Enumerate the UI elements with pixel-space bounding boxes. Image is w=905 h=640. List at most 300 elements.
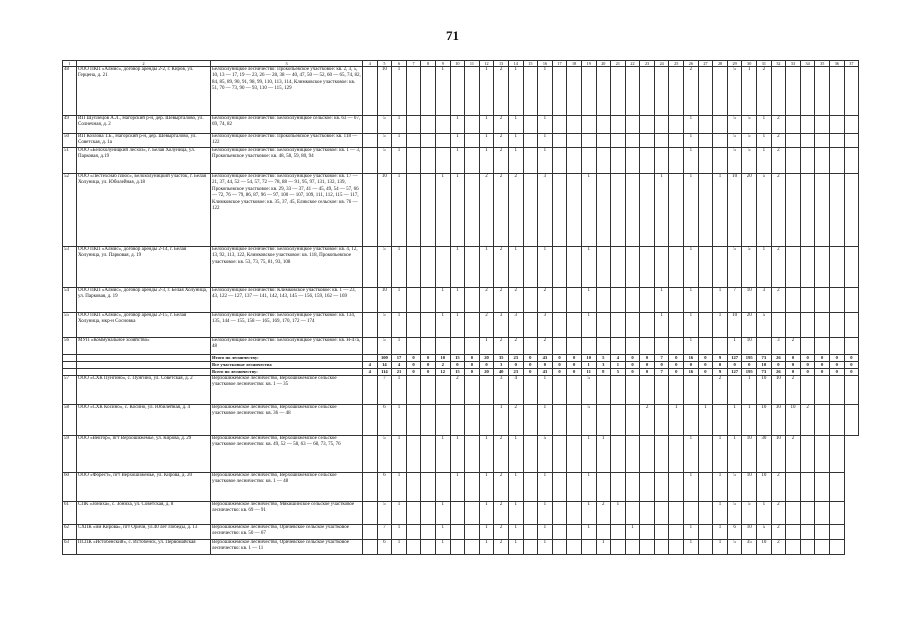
value-cell bbox=[523, 247, 538, 288]
value-cell: 1 bbox=[596, 540, 611, 555]
value-cell bbox=[363, 247, 378, 288]
value-cell bbox=[406, 473, 421, 502]
value-cell bbox=[786, 247, 801, 288]
value-cell bbox=[640, 174, 655, 247]
value-cell: 1 bbox=[450, 174, 465, 247]
value-cell: 5 bbox=[742, 116, 757, 134]
value-cell bbox=[450, 540, 465, 555]
value-cell bbox=[552, 376, 567, 405]
value-cell bbox=[640, 338, 655, 355]
value-cell bbox=[596, 338, 611, 355]
value-cell bbox=[479, 376, 494, 405]
value-cell bbox=[830, 174, 845, 247]
value-cell: 10 bbox=[742, 436, 757, 473]
value-cell: 2 bbox=[494, 525, 509, 540]
total-value: 0 bbox=[727, 362, 742, 369]
column-number: 13 bbox=[494, 61, 509, 67]
value-cell: 1 bbox=[392, 116, 407, 134]
value-cell bbox=[421, 313, 436, 338]
value-cell: 1 bbox=[392, 313, 407, 338]
organization-cell: СХПК «им Кирова», пгт Оричи, ул.40 лет Победы, д. 13 bbox=[77, 525, 211, 540]
total-value: 0 bbox=[421, 369, 436, 376]
value-cell bbox=[815, 502, 830, 525]
value-cell bbox=[786, 525, 801, 540]
value-cell: 1 bbox=[727, 436, 742, 473]
value-cell bbox=[698, 502, 713, 525]
value-cell bbox=[654, 67, 669, 116]
value-cell: 2 bbox=[494, 288, 509, 313]
table-row bbox=[63, 116, 859, 134]
value-cell bbox=[815, 338, 830, 355]
total-value: 73 bbox=[757, 369, 772, 376]
value-cell: 1 bbox=[479, 67, 494, 116]
value-cell: 2 bbox=[494, 116, 509, 134]
value-cell bbox=[815, 67, 830, 116]
value-cell bbox=[421, 338, 436, 355]
value-cell bbox=[654, 540, 669, 555]
value-cell bbox=[815, 174, 830, 247]
value-cell: 1 bbox=[479, 338, 494, 355]
value-cell: 1 bbox=[479, 247, 494, 288]
value-cell bbox=[611, 247, 626, 288]
value-cell: 5 bbox=[377, 116, 392, 134]
value-cell bbox=[625, 288, 640, 313]
value-cell bbox=[567, 540, 582, 555]
value-cell: 1 bbox=[684, 338, 699, 355]
location-cell: Белохолуницкое лесничество: Белохолуницкое участковое: кв. 17 — 21, 37, 44, 52 — 54, 57, 72 — 78, 88 — 91, 95, 97, 131, 132, 139, Прокопьевское участковое: кв. 29, 33 — 37, 41 — 45, 49, 54 — 57, 66 — 72, 76 — 79, 86, 87, 96 — 97, 100 — 107, 109, 111, 112, 115 — 117, Климковское участковое: кв. 35, 37, 45, Еликское сельское: кв. 76 — 122 bbox=[211, 174, 363, 247]
value-cell bbox=[363, 313, 378, 338]
organization-empty bbox=[77, 369, 211, 376]
value-cell: 1 bbox=[392, 134, 407, 148]
value-cell: 1 bbox=[684, 436, 699, 473]
location-cell: Верхошижемское лесничество, Оричевское сельское участковое лесничество: кв. 50 — 67 bbox=[211, 525, 363, 540]
value-cell: 30 bbox=[757, 436, 772, 473]
value-cell: 1 bbox=[479, 116, 494, 134]
value-cell bbox=[552, 473, 567, 502]
value-cell: 1 bbox=[538, 134, 553, 148]
value-cell bbox=[640, 502, 655, 525]
value-cell bbox=[669, 502, 684, 525]
value-cell bbox=[830, 525, 845, 540]
value-cell bbox=[698, 436, 713, 473]
value-cell: 2 bbox=[538, 288, 553, 313]
value-cell: 2 bbox=[684, 67, 699, 116]
row-number: 50 bbox=[63, 134, 77, 148]
value-cell bbox=[567, 288, 582, 313]
value-cell: 5 bbox=[581, 376, 596, 405]
column-number: 1 bbox=[63, 61, 77, 67]
organization-empty bbox=[77, 362, 211, 369]
column-number: 24 bbox=[654, 61, 669, 67]
value-cell: 2 bbox=[479, 313, 494, 338]
total-value: 4 bbox=[363, 369, 378, 376]
value-cell bbox=[625, 313, 640, 338]
table-row bbox=[63, 405, 859, 436]
value-cell: 1 bbox=[450, 473, 465, 502]
column-number: 18 bbox=[567, 61, 582, 67]
totals-row bbox=[63, 355, 859, 362]
column-number: 34 bbox=[800, 61, 815, 67]
total-value: 127 bbox=[727, 369, 742, 376]
value-cell: 1 bbox=[392, 436, 407, 473]
value-cell bbox=[640, 436, 655, 473]
value-cell: 10 bbox=[771, 376, 786, 405]
value-cell bbox=[406, 247, 421, 288]
value-cell bbox=[406, 134, 421, 148]
organization-cell: ООО «СХК Пунгино», с. Пунгино, ул. Советская, д. 2 bbox=[77, 376, 211, 405]
value-cell: 7 bbox=[727, 288, 742, 313]
organization-cell: ООО ПКП «Алмис», договор аренды 2-2, г. Киров, ул. Герцена, д. 21 bbox=[77, 67, 211, 116]
value-cell: 1 bbox=[508, 473, 523, 502]
value-cell: 1 bbox=[508, 134, 523, 148]
value-cell: 6 bbox=[377, 405, 392, 436]
value-cell bbox=[465, 174, 480, 247]
value-cell bbox=[830, 405, 845, 436]
column-number: 15 bbox=[523, 61, 538, 67]
value-cell: 10 bbox=[742, 473, 757, 502]
value-cell: 5 bbox=[581, 405, 596, 436]
total-value: 43 bbox=[538, 355, 553, 362]
value-cell bbox=[421, 174, 436, 247]
value-cell bbox=[786, 288, 801, 313]
value-cell bbox=[363, 436, 378, 473]
total-value: 9 bbox=[713, 369, 728, 376]
value-cell: 1 bbox=[698, 405, 713, 436]
value-cell bbox=[800, 288, 815, 313]
value-cell: 1 bbox=[757, 134, 772, 148]
total-value: 0 bbox=[465, 369, 480, 376]
value-cell: 1 bbox=[742, 376, 757, 405]
total-value: 0 bbox=[800, 355, 815, 362]
value-cell bbox=[465, 405, 480, 436]
value-cell bbox=[625, 148, 640, 174]
value-cell: 5 bbox=[727, 247, 742, 288]
value-cell: 2 bbox=[771, 247, 786, 288]
value-cell bbox=[421, 134, 436, 148]
total-value: 4 bbox=[392, 362, 407, 369]
value-cell bbox=[786, 148, 801, 174]
value-cell bbox=[406, 436, 421, 473]
value-cell bbox=[406, 502, 421, 525]
value-cell bbox=[625, 174, 640, 247]
value-cell: 1 bbox=[508, 540, 523, 555]
value-cell bbox=[625, 540, 640, 555]
value-cell bbox=[523, 288, 538, 313]
value-cell bbox=[786, 67, 801, 116]
value-cell: 1 bbox=[508, 502, 523, 525]
row-number: 58 bbox=[63, 405, 77, 436]
value-cell: 5 bbox=[727, 148, 742, 174]
value-cell bbox=[552, 313, 567, 338]
table-row bbox=[63, 247, 859, 288]
value-cell bbox=[669, 436, 684, 473]
value-cell bbox=[815, 436, 830, 473]
value-cell: 1 bbox=[669, 405, 684, 436]
value-cell bbox=[815, 313, 830, 338]
value-cell: 1 bbox=[494, 405, 509, 436]
value-cell bbox=[363, 525, 378, 540]
value-cell bbox=[830, 376, 845, 405]
total-value: 7 bbox=[654, 355, 669, 362]
value-cell bbox=[844, 288, 859, 313]
value-cell: 1 bbox=[713, 525, 728, 540]
value-cell bbox=[567, 525, 582, 540]
value-cell bbox=[581, 134, 596, 148]
value-cell bbox=[567, 116, 582, 134]
value-cell bbox=[669, 473, 684, 502]
value-cell: 1 bbox=[508, 116, 523, 134]
value-cell bbox=[523, 313, 538, 338]
value-cell bbox=[844, 116, 859, 134]
total-value: 3 bbox=[494, 362, 509, 369]
total-value: 1 bbox=[611, 362, 626, 369]
location-cell: Белохолуницкое лесничество: Белохолуницкое участковое: кв. 4, 12, 13, 92, 113, 122, Климковское участковое: кв. 118, Прокопьевское участковое: кв. 53, 73, 75, 81, 93, 108 bbox=[211, 247, 363, 288]
value-cell: 1 bbox=[508, 436, 523, 473]
value-cell bbox=[465, 313, 480, 338]
value-cell bbox=[363, 540, 378, 555]
location-cell: Белохолуницкое лесничество: Белохолуницкое участковое: кв. 134, 135, 144 — 155, 158 — 165, 169, 170, 172 — 174 bbox=[211, 313, 363, 338]
column-number: 2 bbox=[77, 61, 211, 67]
total-value: 0 bbox=[523, 355, 538, 362]
total-value: 73 bbox=[757, 355, 772, 362]
location-cell: Верхошижемское лесничество, Верхошижемское сельское участковое лесничество: кв. 49, 52 — 58, 63 — 68, 73, 75, 76 bbox=[211, 436, 363, 473]
value-cell bbox=[552, 174, 567, 247]
value-cell bbox=[830, 148, 845, 174]
total-value: 0 bbox=[538, 362, 553, 369]
value-cell: 1 bbox=[538, 540, 553, 555]
value-cell bbox=[421, 473, 436, 502]
value-cell bbox=[465, 525, 480, 540]
column-number: 10 bbox=[450, 61, 465, 67]
total-value: 0 bbox=[640, 369, 655, 376]
value-cell: 5 bbox=[377, 247, 392, 288]
value-cell bbox=[800, 376, 815, 405]
value-cell bbox=[640, 134, 655, 148]
value-cell bbox=[713, 247, 728, 288]
total-value: 2 bbox=[435, 362, 450, 369]
value-cell: 2 bbox=[494, 436, 509, 473]
value-cell bbox=[465, 436, 480, 473]
value-cell bbox=[698, 313, 713, 338]
value-cell bbox=[669, 338, 684, 355]
table-row bbox=[63, 313, 859, 338]
row-number-empty bbox=[63, 362, 77, 369]
value-cell bbox=[800, 67, 815, 116]
value-cell bbox=[435, 338, 450, 355]
value-cell: 30 bbox=[771, 405, 786, 436]
value-cell bbox=[698, 540, 713, 555]
row-number: 51 bbox=[63, 148, 77, 174]
value-cell bbox=[611, 338, 626, 355]
value-cell bbox=[698, 473, 713, 502]
organization-cell: МУП «Коммунальное хозяйство» bbox=[77, 338, 211, 355]
value-cell bbox=[640, 148, 655, 174]
value-cell: 4 bbox=[508, 376, 523, 405]
value-cell bbox=[611, 67, 626, 116]
value-cell: 1 bbox=[654, 288, 669, 313]
value-cell: 10 bbox=[771, 436, 786, 473]
value-cell: 2 bbox=[494, 67, 509, 116]
value-cell: 3 bbox=[538, 313, 553, 338]
value-cell: 1 bbox=[435, 313, 450, 338]
value-cell bbox=[611, 148, 626, 174]
total-value: 9 bbox=[713, 355, 728, 362]
totals-label: Итого по лесничеству: bbox=[211, 355, 363, 362]
value-cell: 5 bbox=[742, 502, 757, 525]
value-cell bbox=[830, 67, 845, 116]
value-cell: 6 bbox=[377, 540, 392, 555]
value-cell: 5 bbox=[757, 525, 772, 540]
value-cell bbox=[406, 540, 421, 555]
value-cell: 1 bbox=[596, 436, 611, 473]
value-cell bbox=[567, 67, 582, 116]
value-cell bbox=[786, 116, 801, 134]
value-cell bbox=[844, 174, 859, 247]
value-cell bbox=[640, 67, 655, 116]
value-cell bbox=[435, 134, 450, 148]
value-cell: 1 bbox=[742, 67, 757, 116]
value-cell: 1 bbox=[757, 247, 772, 288]
value-cell bbox=[523, 540, 538, 555]
value-cell: 1 bbox=[684, 174, 699, 247]
value-cell: 1 bbox=[435, 436, 450, 473]
total-value: 16 bbox=[684, 369, 699, 376]
total-value: 0 bbox=[669, 355, 684, 362]
value-cell bbox=[363, 134, 378, 148]
total-value: 0 bbox=[523, 362, 538, 369]
value-cell: 1 bbox=[450, 247, 465, 288]
total-value: 114 bbox=[377, 369, 392, 376]
total-value: 0 bbox=[815, 362, 830, 369]
total-value: 5 bbox=[596, 355, 611, 362]
value-cell: 35 bbox=[742, 540, 757, 555]
value-cell bbox=[654, 473, 669, 502]
value-cell: 1 bbox=[684, 148, 699, 174]
total-value: 0 bbox=[830, 355, 845, 362]
value-cell bbox=[669, 134, 684, 148]
value-cell bbox=[465, 116, 480, 134]
value-cell: 2 bbox=[494, 540, 509, 555]
value-cell: 1 bbox=[508, 525, 523, 540]
value-cell bbox=[552, 134, 567, 148]
value-cell bbox=[523, 148, 538, 174]
column-number: 22 bbox=[625, 61, 640, 67]
column-number: 23 bbox=[640, 61, 655, 67]
value-cell: 2 bbox=[771, 116, 786, 134]
value-cell bbox=[800, 134, 815, 148]
total-value: 0 bbox=[625, 369, 640, 376]
value-cell bbox=[786, 502, 801, 525]
total-value: 0 bbox=[771, 362, 786, 369]
total-value: 4 bbox=[611, 355, 626, 362]
table-row bbox=[63, 473, 859, 502]
total-value: 23 bbox=[508, 355, 523, 362]
value-cell bbox=[654, 405, 669, 436]
value-cell: 1 bbox=[581, 502, 596, 525]
value-cell: 1 bbox=[392, 247, 407, 288]
value-cell: 2 bbox=[771, 134, 786, 148]
location-cell: Белохолуницкое лесничество: Белохолуницкое сельское: кв. 63 — 67, 69, 74, 82 bbox=[211, 116, 363, 134]
total-value: 43 bbox=[538, 369, 553, 376]
organization-cell: ООО «Вектор», пгт Верхошижемье, ул. Кирова, д. 29 bbox=[77, 436, 211, 473]
value-cell: 2 bbox=[786, 376, 801, 405]
row-number: 57 bbox=[63, 376, 77, 405]
value-cell: 10 bbox=[377, 288, 392, 313]
total-value: 0 bbox=[786, 369, 801, 376]
value-cell bbox=[552, 148, 567, 174]
value-cell bbox=[830, 247, 845, 288]
value-cell bbox=[844, 134, 859, 148]
value-cell: 2 bbox=[494, 148, 509, 174]
value-cell bbox=[567, 405, 582, 436]
value-cell bbox=[567, 134, 582, 148]
value-cell bbox=[523, 525, 538, 540]
value-cell: 1 bbox=[713, 313, 728, 338]
value-cell bbox=[611, 313, 626, 338]
value-cell bbox=[552, 116, 567, 134]
value-cell: 1 bbox=[538, 116, 553, 134]
value-cell bbox=[363, 405, 378, 436]
table-row bbox=[63, 525, 859, 540]
row-number-empty bbox=[63, 355, 77, 362]
value-cell: 1 bbox=[625, 525, 640, 540]
total-value: 0 bbox=[567, 362, 582, 369]
value-cell: 1 bbox=[508, 148, 523, 174]
value-cell bbox=[786, 540, 801, 555]
value-cell bbox=[640, 247, 655, 288]
total-value: 0 bbox=[669, 369, 684, 376]
value-cell: 1 bbox=[684, 247, 699, 288]
value-cell bbox=[830, 436, 845, 473]
column-number: 28 bbox=[713, 61, 728, 67]
total-value: 10 bbox=[581, 355, 596, 362]
column-number: 20 bbox=[596, 61, 611, 67]
total-value: 0 bbox=[406, 362, 421, 369]
value-cell bbox=[406, 67, 421, 116]
column-number: 35 bbox=[815, 61, 830, 67]
column-number: 16 bbox=[538, 61, 553, 67]
value-cell bbox=[625, 67, 640, 116]
total-value: 0 bbox=[640, 355, 655, 362]
value-cell bbox=[669, 174, 684, 247]
value-cell: 10 bbox=[742, 338, 757, 355]
value-cell bbox=[406, 288, 421, 313]
total-value: 100 bbox=[377, 355, 392, 362]
value-cell: 1 bbox=[392, 525, 407, 540]
value-cell bbox=[800, 473, 815, 502]
value-cell bbox=[815, 148, 830, 174]
column-number: 8 bbox=[421, 61, 436, 67]
total-value: 11 bbox=[581, 369, 596, 376]
value-cell: 1 bbox=[757, 148, 772, 174]
value-cell: 1 bbox=[581, 174, 596, 247]
value-cell bbox=[479, 405, 494, 436]
organization-cell: СПК «Зониха», с. Зониха, ул. Советская, д. 8 bbox=[77, 502, 211, 525]
value-cell: 2 bbox=[596, 502, 611, 525]
value-cell bbox=[698, 247, 713, 288]
table-row bbox=[63, 338, 859, 355]
table-row bbox=[63, 148, 859, 174]
value-cell: 10 bbox=[742, 288, 757, 313]
value-cell: 1 bbox=[538, 376, 553, 405]
value-cell bbox=[815, 540, 830, 555]
value-cell bbox=[465, 134, 480, 148]
value-cell: 1 bbox=[713, 436, 728, 473]
location-cell: Верхошижемское лесничество, Мякишинское сельское участковое лесничество: кв. 69 — 91 bbox=[211, 502, 363, 525]
value-cell bbox=[830, 540, 845, 555]
total-value: 0 bbox=[479, 362, 494, 369]
total-value: 21 bbox=[392, 369, 407, 376]
